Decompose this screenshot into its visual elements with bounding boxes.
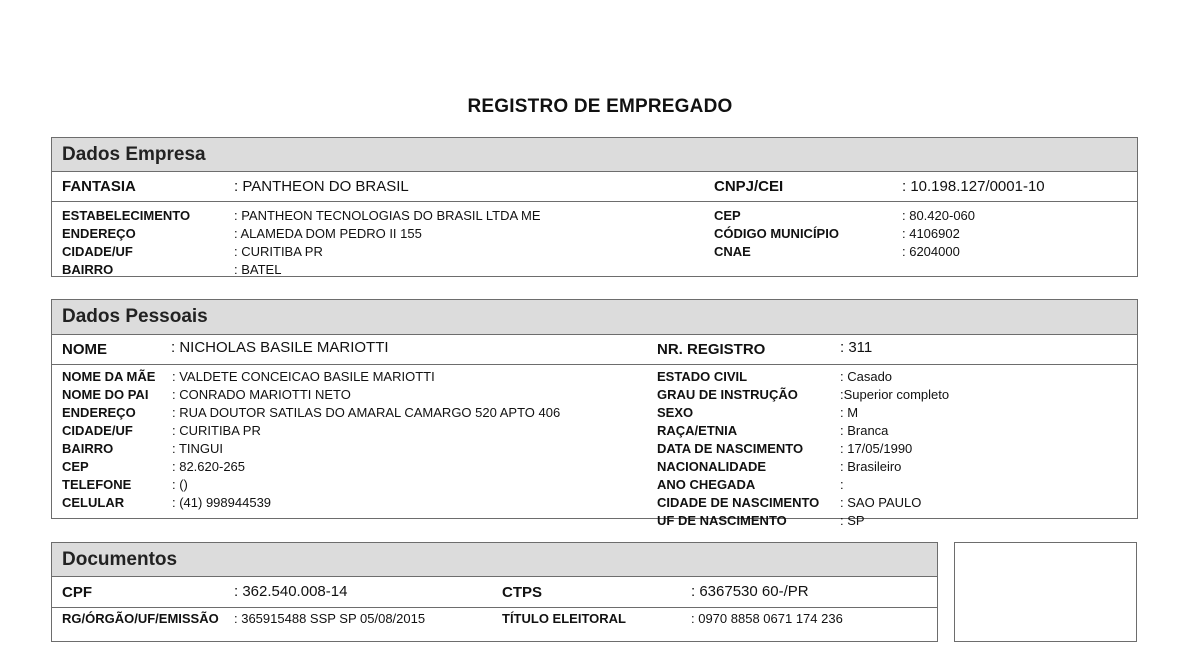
field-label: RAÇA/ETNIA xyxy=(657,423,738,438)
field-label: DATA DE NASCIMENTO xyxy=(657,441,804,456)
personal-main-row xyxy=(52,335,1137,365)
field-value: : Brasileiro xyxy=(840,459,902,474)
detail-row xyxy=(62,458,560,476)
detail-row xyxy=(62,476,560,494)
field-label: GRAU DE INSTRUÇÃO xyxy=(657,387,798,402)
field-label: CÓDIGO MUNICÍPIO xyxy=(714,226,839,241)
titulo-label: TÍTULO ELEITORAL xyxy=(502,611,626,626)
company-section xyxy=(51,137,1138,277)
photo-box xyxy=(954,542,1137,642)
field-label: TELEFONE xyxy=(62,477,132,492)
field-value: : SAO PAULO xyxy=(840,495,922,510)
cnpj-label: CNPJ/CEI xyxy=(714,178,784,195)
field-value: : VALDETE CONCEICAO BASILE MARIOTTI xyxy=(172,369,435,384)
company-main-row xyxy=(52,172,1137,202)
field-label: BAIRRO xyxy=(62,441,114,456)
field-value: : () xyxy=(172,477,188,492)
nome-label: NOME xyxy=(62,341,107,358)
nome-value: : NICHOLAS BASILE MARIOTTI xyxy=(171,339,389,356)
detail-row xyxy=(657,458,949,476)
detail-row xyxy=(62,440,560,458)
field-value: : (41) 998944539 xyxy=(172,495,272,510)
field-value: : Branca xyxy=(840,423,889,438)
documents-section-heading: Documentos xyxy=(52,543,937,577)
field-value: : CURITIBA PR xyxy=(234,244,323,259)
field-value: : SP xyxy=(840,513,865,528)
ctps-label: CTPS xyxy=(502,584,543,601)
registro-label: NR. REGISTRO xyxy=(657,341,766,358)
detail-row xyxy=(657,494,949,512)
field-label: UF DE NASCIMENTO xyxy=(657,513,787,528)
field-label: NOME DO PAI xyxy=(62,387,149,402)
detail-row xyxy=(62,404,560,422)
company-section-heading: Dados Empresa xyxy=(52,138,1137,172)
documents-details xyxy=(52,608,937,648)
titulo-value: : 0970 8858 0671 174 236 xyxy=(691,611,843,626)
detail-row xyxy=(657,440,949,458)
field-value: : ALAMEDA DOM PEDRO II 155 xyxy=(234,226,422,241)
field-label: CIDADE DE NASCIMENTO xyxy=(657,495,820,510)
detail-row xyxy=(657,404,949,422)
field-label: ESTABELECIMENTO xyxy=(62,208,191,223)
field-value: : 6204000 xyxy=(902,244,960,259)
rg-label: RG/ÓRGÃO/UF/EMISSÃO xyxy=(62,611,219,626)
field-label: CIDADE/UF xyxy=(62,244,133,259)
personal-details xyxy=(52,365,1137,528)
personal-details-left xyxy=(62,368,560,512)
detail-row xyxy=(62,261,541,279)
personal-section-heading: Dados Pessoais xyxy=(52,300,1137,335)
detail-row xyxy=(657,368,949,386)
field-value: : CONRADO MARIOTTI NETO xyxy=(172,387,351,402)
detail-row xyxy=(62,368,560,386)
field-value: : xyxy=(840,477,844,492)
company-details-right xyxy=(714,207,975,261)
field-label: ANO CHEGADA xyxy=(657,477,756,492)
cpf-label: CPF xyxy=(62,584,92,601)
cpf-value: : 362.540.008-14 xyxy=(234,583,348,600)
detail-row xyxy=(714,243,975,261)
field-label: CIDADE/UF xyxy=(62,423,133,438)
field-label: ENDEREÇO xyxy=(62,405,136,420)
field-label: NOME DA MÃE xyxy=(62,369,156,384)
field-value: : 4106902 xyxy=(902,226,960,241)
field-value: : PANTHEON TECNOLOGIAS DO BRASIL LTDA ME xyxy=(234,208,541,223)
detail-row xyxy=(714,207,975,225)
detail-row xyxy=(62,243,541,261)
field-value: : 80.420-060 xyxy=(902,208,976,223)
detail-row xyxy=(657,512,949,530)
field-label: CEP xyxy=(62,459,89,474)
field-value: : Casado xyxy=(840,369,893,384)
cnpj-value: : 10.198.127/0001-10 xyxy=(902,178,1045,195)
detail-row xyxy=(657,476,949,494)
field-value: : RUA DOUTOR SATILAS DO AMARAL CAMARGO 520 APTO 406 xyxy=(172,405,561,420)
field-value: : 82.620-265 xyxy=(172,459,246,474)
field-value: : M xyxy=(840,405,859,420)
detail-row xyxy=(62,494,560,512)
documents-section xyxy=(51,542,938,642)
detail-row xyxy=(62,386,560,404)
field-value: : BATEL xyxy=(234,262,282,277)
fantasia-label: FANTASIA xyxy=(62,178,136,195)
field-label: CELULAR xyxy=(62,495,125,510)
registro-value: : 311 xyxy=(840,339,873,356)
field-value: : TINGUI xyxy=(172,441,224,456)
detail-row xyxy=(62,422,560,440)
detail-row xyxy=(62,225,541,243)
field-label: NACIONALIDADE xyxy=(657,459,767,474)
field-label: SEXO xyxy=(657,405,694,420)
field-label: BAIRRO xyxy=(62,262,114,277)
field-value: : 17/05/1990 xyxy=(840,441,913,456)
field-value: : CURITIBA PR xyxy=(172,423,261,438)
field-value: :Superior completo xyxy=(840,387,950,402)
rg-value: : 365915488 SSP SP 05/08/2015 xyxy=(234,611,426,626)
personal-section xyxy=(51,299,1138,528)
page-title: REGISTRO DE EMPREGADO xyxy=(467,96,733,117)
field-label: ESTADO CIVIL xyxy=(657,369,748,384)
detail-row xyxy=(657,422,949,440)
fantasia-value: : PANTHEON DO BRASIL xyxy=(234,178,409,195)
field-label: CEP xyxy=(714,208,741,223)
documents-main-row xyxy=(52,577,937,608)
detail-row xyxy=(62,207,541,225)
field-label: CNAE xyxy=(714,244,751,259)
detail-row xyxy=(657,386,949,404)
company-details xyxy=(52,202,1137,276)
ctps-value: : 6367530 60-/PR xyxy=(691,583,809,600)
personal-details-right xyxy=(657,368,949,530)
company-details-left xyxy=(62,207,541,279)
detail-row xyxy=(714,225,975,243)
field-label: ENDEREÇO xyxy=(62,226,136,241)
